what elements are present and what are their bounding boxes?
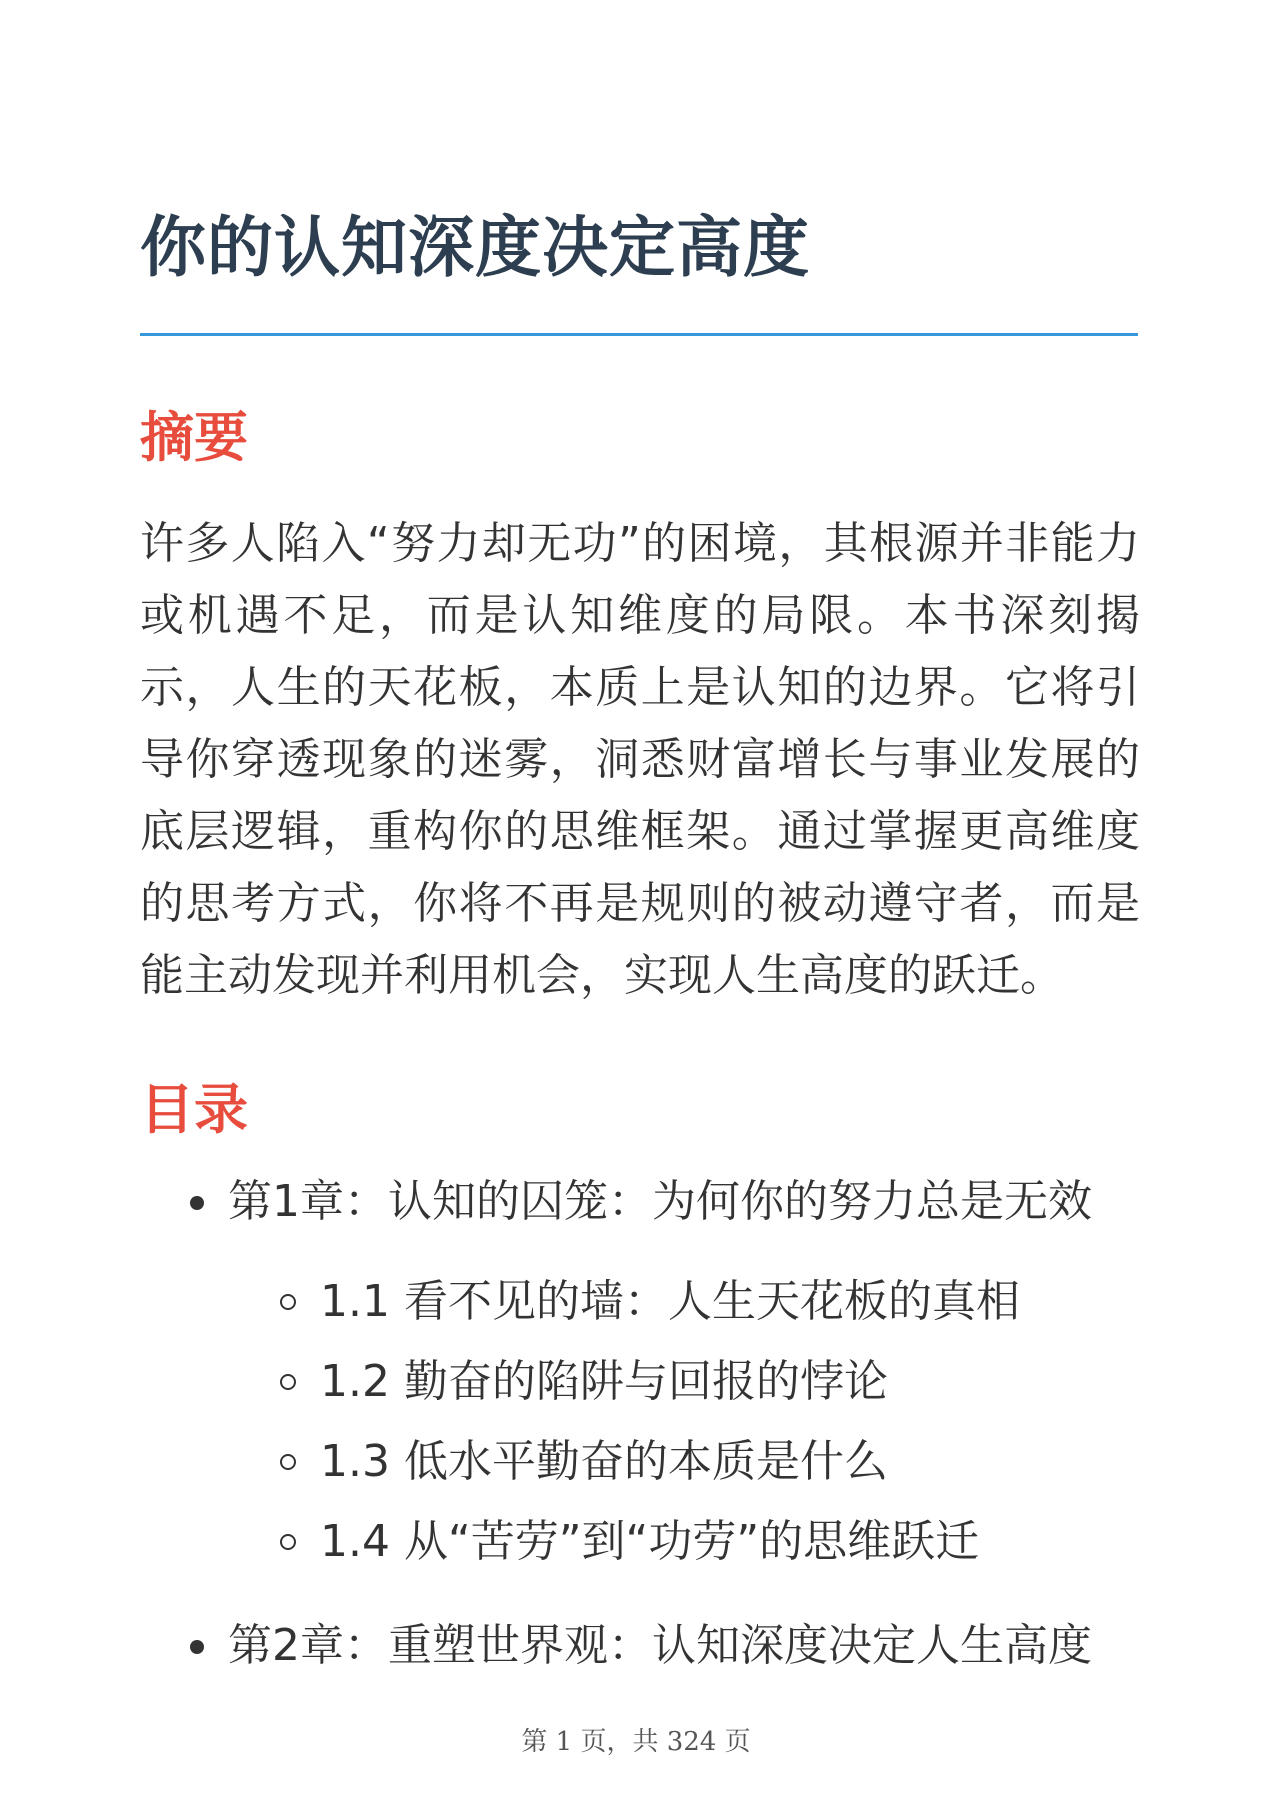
toc-heading: 目录 xyxy=(140,1078,248,1141)
title-divider xyxy=(140,333,1138,336)
document-title: 你的认知深度决定高度 xyxy=(140,209,810,286)
summary-paragraph: 许多人陷入“努力却无功”的困境，其根源并非能力或机遇不足，而是认知维度的局限。本书深刻揭示，人生的天花板，本质上是认知的边界。它将引导你穿透现象的迷雾，洞悉财富增长与事业发展的底层逻辑，重构你的思维框架。通过掌握更高维度的思考方式，你将不再是规则的被动遵守者，而是能主动发现并利用机会，实现人生高度的跃迁。 xyxy=(140,518,1140,1001)
hollow-bullet-icon xyxy=(280,1374,296,1390)
hollow-bullet-icon xyxy=(280,1454,296,1470)
toc-section-label: 1.3 低水平勤奋的本质是什么 xyxy=(320,1436,888,1487)
toc-section-label: 1.1 看不见的墙：人生天花板的真相 xyxy=(320,1276,1020,1327)
toc-section-1-1[interactable] xyxy=(320,1272,1020,1332)
toc-section-label: 1.4 从“苦劳”到“功劳”的思维跃迁 xyxy=(320,1516,980,1567)
toc-section-1-4[interactable] xyxy=(320,1512,979,1572)
toc-section-label: 1.2 勤奋的陷阱与回报的悖论 xyxy=(320,1356,888,1407)
bullet-icon xyxy=(190,1640,204,1654)
summary-heading: 摘要 xyxy=(140,406,248,469)
hollow-bullet-icon xyxy=(280,1294,296,1310)
toc-section-1-2[interactable] xyxy=(320,1352,888,1412)
hollow-bullet-icon xyxy=(280,1534,296,1550)
page-number-footer: 第 1 页，共 324 页 xyxy=(521,1727,751,1757)
toc-chapter-label: 第1章：认知的囚笼：为何你的努力总是无效 xyxy=(228,1176,1092,1227)
toc-chapter-label: 第2章：重塑世界观：认知深度决定人生高度 xyxy=(228,1620,1092,1671)
bullet-icon xyxy=(190,1196,204,1210)
toc-chapter-1[interactable] xyxy=(228,1172,1092,1232)
toc-chapter-2[interactable] xyxy=(228,1616,1092,1676)
toc-section-1-3[interactable] xyxy=(320,1432,888,1492)
